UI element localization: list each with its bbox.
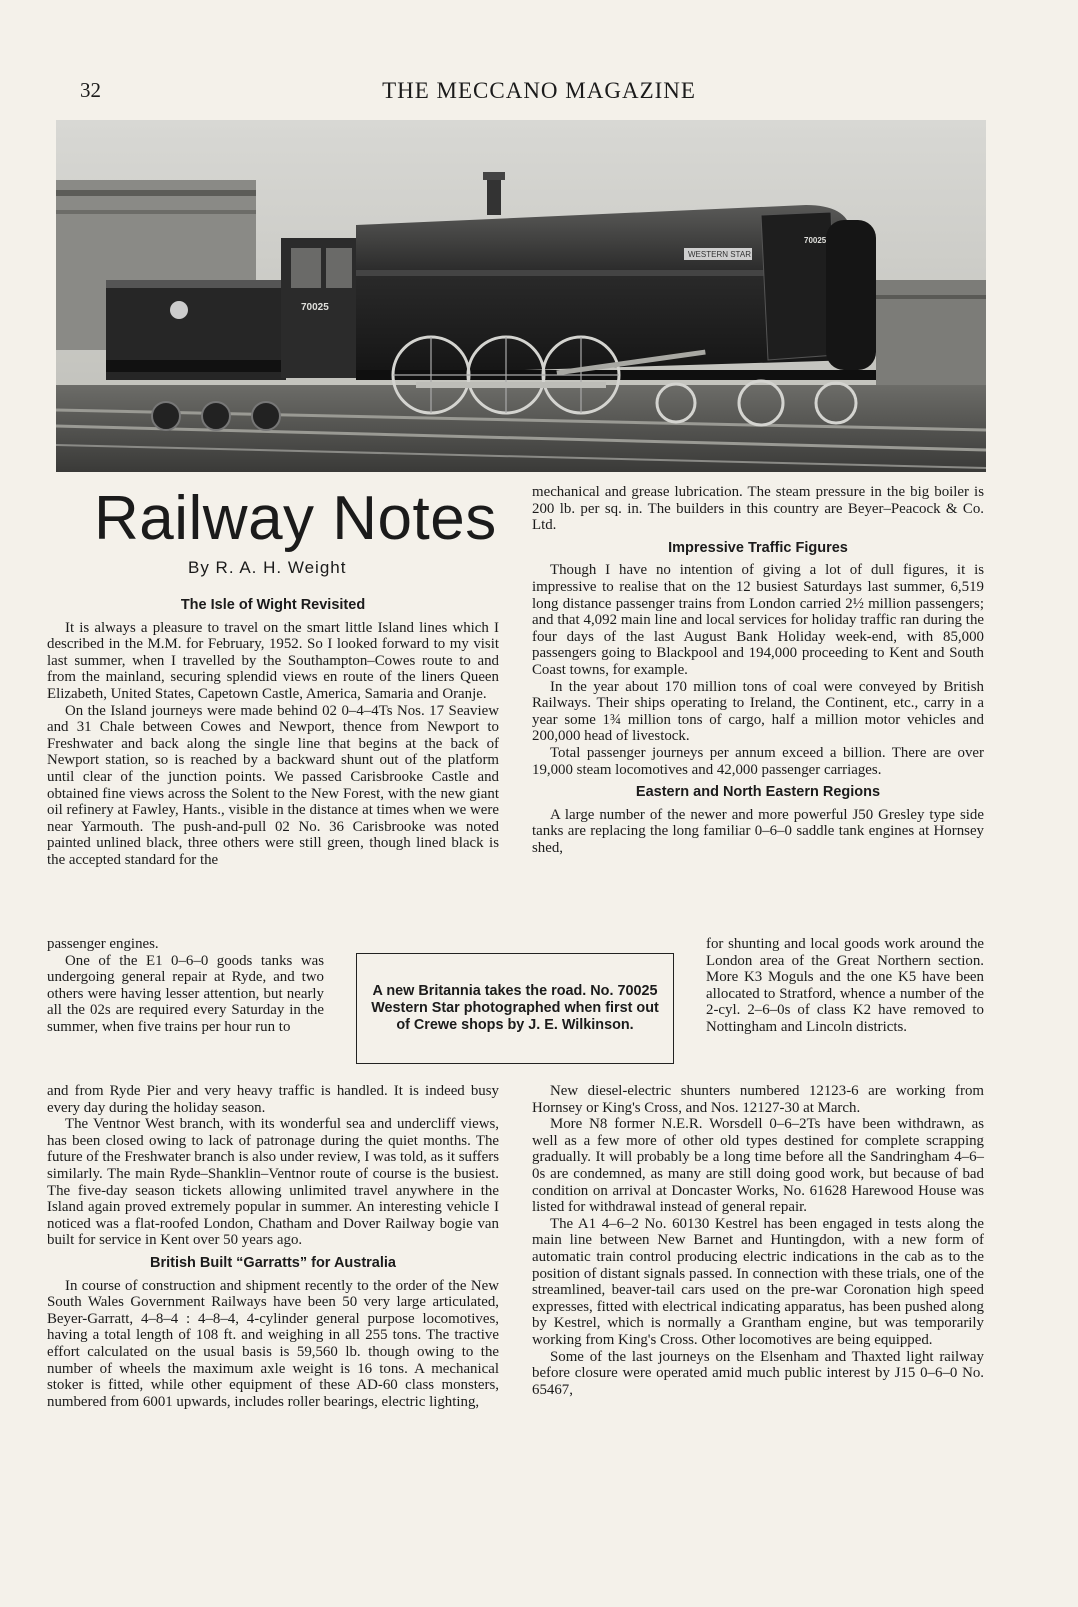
page-number: 32	[80, 78, 101, 102]
magazine-title: THE MECCANO MAGAZINE	[382, 78, 696, 103]
cab-number: 70025	[301, 302, 329, 313]
paragraph: In course of construction and shipment recently to the order of the New South Wales Government Railways have been 50 very large articulated, Beyer-Garratt, 4–8–4 : 4–8–4, 4-cylinder general purpose locomotives, having a total length of 108 ft. and weighing in all 255 tons. The tractive effort calculated on the usual basis is 59,560 lb. though owing to the number of wheels the maximum axle weight is 16 tons. A mechanical stoker is fitted, while other equipment of these AD-60 class monsters, numbered from 6001 upwards, includes roller bearings, electric lighting,	[47, 1277, 499, 1410]
column-right-wrap	[706, 936, 984, 1036]
section-heading-isle-of-wight: The Isle of Wight Revisited	[180, 597, 366, 613]
paragraph: One of the E1 0–6–0 goods tanks was undergoing general repair at Ryde, and two others were having lesser attention, but nearly all the 02s are required every Saturday in the summer, when five trains per hour run to	[47, 952, 324, 1035]
paragraph: Though I have no intention of giving a lot of dull figures, it is impressive to realise that on the 12 busiest Saturdays last summer, 6,519 long distance passenger trains from London carried 2½ million passengers; and that 4,092 main line and local services for holiday traffic ran during the four days of the last August Bank Holiday week-end, with 85,000 passengers going to Blackpool and 194,000 proceeding to Kent and South Coast towns, for example.	[532, 562, 984, 678]
paragraph: A large number of the newer and more powerful J50 Gresley type side tanks are replacing the long familiar 0–6–0 saddle tank engines at Hornsey shed,	[532, 806, 984, 856]
column-left-bottom	[47, 1083, 499, 1410]
paragraph: and from Ryde Pier and very heavy traffic is handled. It is indeed busy every day during the holiday season.	[47, 1083, 499, 1116]
column-left-wrap	[47, 936, 324, 1036]
paragraph: for shunting and local goods work around the London area of the Great Northern section. More K3 Moguls and the one K5 have been allocated to Stratford, whence a number of the 2-cyl. 2–6–0s of class K2 have removed to Nottingham and Lincoln districts.	[706, 936, 984, 1035]
article-title: Railway Notes	[94, 484, 497, 553]
byline: By R. A. H. Weight	[188, 558, 347, 577]
section-heading-traffic: Impressive Traffic Figures	[668, 539, 848, 556]
paragraph: On the Island journeys were made behind 02 0–4–4Ts Nos. 17 Seaview and 31 Chale between Cowes and Newport, thence from Newport to Freshwater and back along the single line that begins at the back of Newport station, so is reached by a backward shunt out of the platform until clear of the junction points. We passed Carisbrooke Castle and obtained fine views across the Solent to the New Forest, with the new giant oil refinery at Fawley, Hants., visible in the distance at times when we were near Yarmouth. The push-and-pull 02 No. 36 Carisbrooke was noted painted unlined black, three others were still green, though lined black is the accepted standard for the	[47, 702, 499, 868]
photo-caption	[356, 953, 674, 1064]
paragraph: New diesel-electric shunters numbered 12123-6 are working from Hornsey or King's Cross, and Nos. 12127-30 at March.	[532, 1083, 984, 1116]
section-heading-eastern: Eastern and North Eastern Regions	[635, 784, 881, 801]
paragraph: passenger engines.	[47, 936, 159, 952]
section-heading-garratts: British Built “Garratts” for Australia	[149, 1254, 396, 1271]
column-left-top	[47, 591, 499, 869]
paragraph: More N8 former N.E.R. Worsdell 0–6–2Ts have been withdrawn, as well as a few more of other old types destined for complete scrapping gradually. It will probably be a long time before all the Sandringham 4–6–0s are condemned, as many are still doing good work, but because of bad condition on arrival at Doncaster Works, No. 61628 Harewood House was listed for withdrawal instead of general repair.	[532, 1116, 984, 1216]
locomotive-photo	[56, 120, 986, 472]
nameplate: WESTERN STAR	[688, 250, 751, 259]
paragraph: It is always a pleasure to travel on the smart little Island lines which I described in the M.M. for February, 1952. So I looked forward to my visit last summer, when I travelled by the Southampton–Cowes route to and from the mainland, securing splendid views en route of the liners Queen Elizabeth, United States, Capetown Castle, America, Samaria and Oranje.	[47, 619, 499, 702]
paragraph: In the year about 170 million tons of coal were conveyed by British Railways. Their ships operating to Ireland, the Continent, etc., carry in a year some 1¾ million tons of cargo, half a million motor vehicles and 200,000 head of livestock.	[532, 678, 984, 745]
front-number: 70025	[804, 236, 827, 245]
paragraph: Some of the last journeys on the Elsenham and Thaxted light railway before closure were operated amid much public interest by J15 0–6–0 No. 65467,	[532, 1348, 984, 1398]
paragraph: mechanical and grease lubrication. The steam pressure in the big boiler is 200 lb. per sq. in. The builders in this country are Beyer–Peacock & Co. Ltd.	[532, 484, 984, 534]
caption-text: A new Britannia takes the road. No. 70025 Western Star photographed when first out of Crewe shops by J. E. Wilkinson.	[371, 983, 659, 1033]
column-right-bottom	[532, 1083, 984, 1398]
paragraph: The Ventnor West branch, with its wonderful sea and undercliff views, has been closed owing to lack of patronage during the quiet months. The future of the Freshwater branch is also under review, I was told, as it suffers similarly. The main Ryde–Shanklin–Ventnor route of course is the busiest. The five-day season tickets allowing unlimited travel anywhere in the Island again proved extremely popular in summer. An interesting vehicle I noticed was a flat-roofed London, Chatham and Dover Railway bogie van built for service in Kent over 50 years ago.	[47, 1116, 499, 1249]
paragraph: Total passenger journeys per annum exceed a billion. There are over 19,000 steam locomotives and 42,000 passenger carriages.	[532, 744, 984, 778]
paragraph: The A1 4–6–2 No. 60130 Kestrel has been engaged in tests along the main line between New Barnet and Huntingdon, with a new form of automatic train control producing electric indications in the cab as to the position of distant signals passed. In connection with these trials, one of the streamlined, beaver-tail cars used on the pre-war Coronation high speed expresses, fitted with electrical indicating apparatus, has been pushed along by Kestrel, which is normally a Grantham engine, but was temporarily working from King's Cross. Other locomotives are being equipped.	[532, 1215, 984, 1348]
column-right-top	[532, 484, 984, 856]
